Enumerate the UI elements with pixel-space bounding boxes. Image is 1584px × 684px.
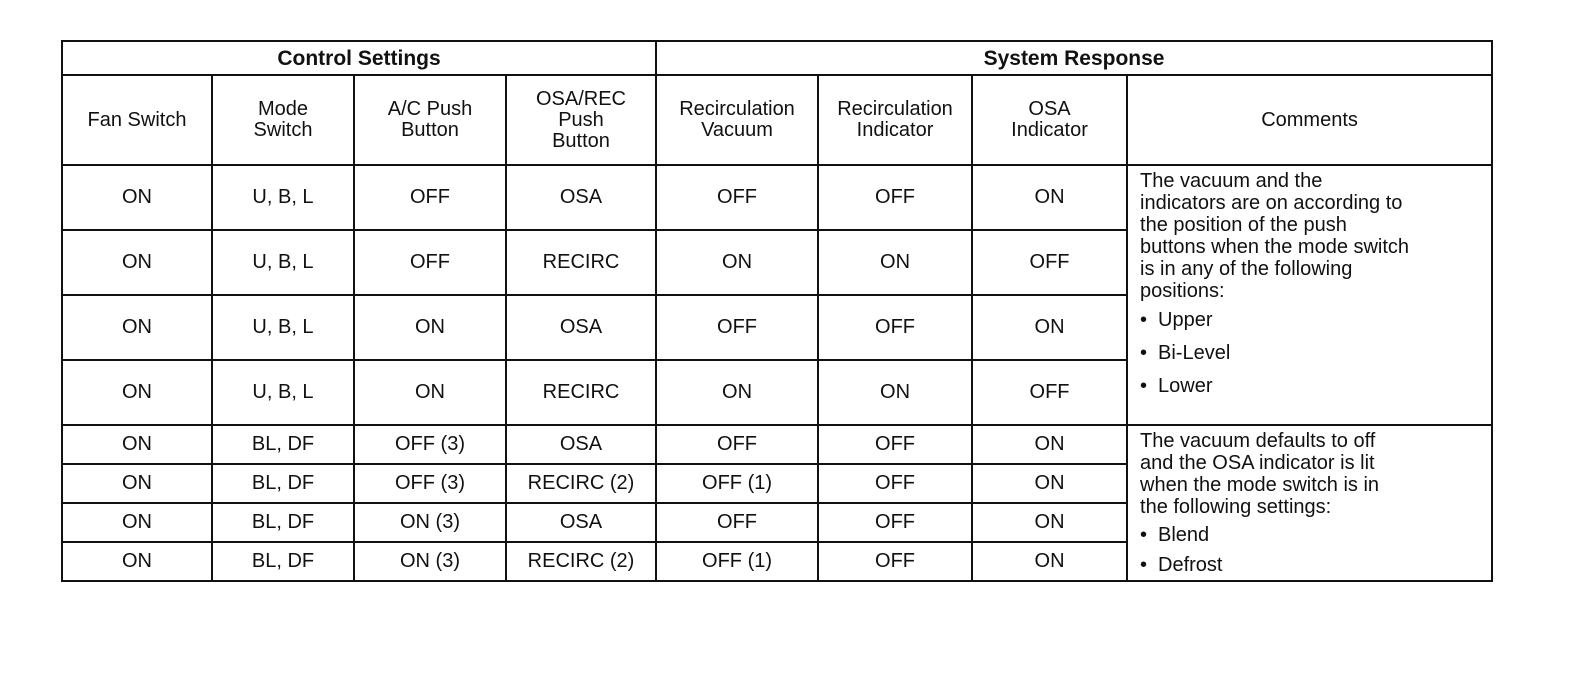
comments-header: Comments (1127, 75, 1492, 165)
osa-indicator-cell: ON (972, 542, 1127, 581)
osa-indicator-cell: ON (972, 295, 1127, 360)
recirculation-vacuum-cell: ON (656, 230, 818, 295)
recirculation-vacuum-cell: OFF (1) (656, 464, 818, 503)
list-item: • Bi-Level (1140, 337, 1485, 370)
mode-switch-cell: BL, DF (212, 464, 354, 503)
fan-switch-cell: ON (62, 425, 212, 464)
recirculation-indicator-cell: ON (818, 230, 972, 295)
mode-switch-header: Mode Switch (212, 75, 354, 165)
comment-bullet-list (1140, 304, 1485, 403)
recirculation-vacuum-cell: OFF (1) (656, 542, 818, 581)
fan-switch-cell: ON (62, 230, 212, 295)
osa-rec-cell: OSA (506, 503, 656, 542)
recirculation-vacuum-header: Recirculation Vacuum (656, 75, 818, 165)
ac-push-button-cell: ON (3) (354, 542, 506, 581)
mode-switch-cell: U, B, L (212, 230, 354, 295)
table-row (62, 165, 1492, 230)
comment-bullet-list (1140, 520, 1485, 580)
ac-push-button-cell: ON (354, 360, 506, 425)
osa-indicator-cell: OFF (972, 230, 1127, 295)
recirculation-vacuum-cell: OFF (656, 295, 818, 360)
recirculation-indicator-cell: OFF (818, 425, 972, 464)
list-item: • Blend (1140, 520, 1485, 550)
osa-indicator-cell: OFF (972, 360, 1127, 425)
osa-indicator-header: OSA Indicator (972, 75, 1127, 165)
comment-cell-first: The vacuum and the indicators are on according to the position of the push buttons when the mode switch is in any of the following positions: • Upper • Bi-Level • Lower (1127, 165, 1492, 425)
osa-indicator-cell: ON (972, 425, 1127, 464)
mode-switch-cell: U, B, L (212, 295, 354, 360)
osa-rec-push-button-header: OSA/REC Push Button (506, 75, 656, 165)
osa-rec-cell: OSA (506, 295, 656, 360)
osa-rec-cell: OSA (506, 165, 656, 230)
fan-switch-cell: ON (62, 503, 212, 542)
recirculation-vacuum-cell: OFF (656, 503, 818, 542)
table-row (62, 425, 1492, 464)
ac-push-button-cell: OFF (354, 230, 506, 295)
recirculation-vacuum-cell: OFF (656, 425, 818, 464)
column-header-row (62, 75, 1492, 165)
osa-rec-cell: RECIRC (2) (506, 464, 656, 503)
list-item: • Lower (1140, 370, 1485, 403)
ac-push-button-cell: OFF (3) (354, 464, 506, 503)
recirculation-indicator-cell: OFF (818, 464, 972, 503)
fan-switch-cell: ON (62, 295, 212, 360)
recirculation-indicator-cell: OFF (818, 503, 972, 542)
recirculation-indicator-cell: OFF (818, 295, 972, 360)
osa-rec-cell: OSA (506, 425, 656, 464)
mode-switch-cell: U, B, L (212, 360, 354, 425)
list-item: • Upper (1140, 304, 1485, 337)
ac-push-button-cell: ON (3) (354, 503, 506, 542)
fan-switch-cell: ON (62, 360, 212, 425)
osa-rec-cell: RECIRC (506, 360, 656, 425)
mode-switch-cell: BL, DF (212, 425, 354, 464)
control-settings-header: Control Settings (62, 41, 656, 75)
group-header-row (62, 41, 1492, 75)
mode-switch-cell: BL, DF (212, 542, 354, 581)
system-response-header: System Response (656, 41, 1492, 75)
fan-switch-header: Fan Switch (62, 75, 212, 165)
ac-push-button-cell: OFF (354, 165, 506, 230)
hvac-settings-table (61, 40, 1493, 582)
mode-switch-cell: BL, DF (212, 503, 354, 542)
recirculation-vacuum-cell: ON (656, 360, 818, 425)
list-item: • Defrost (1140, 550, 1485, 580)
osa-indicator-cell: ON (972, 165, 1127, 230)
fan-switch-cell: ON (62, 542, 212, 581)
recirculation-indicator-header: Recirculation Indicator (818, 75, 972, 165)
recirculation-indicator-cell: OFF (818, 165, 972, 230)
ac-push-button-cell: ON (354, 295, 506, 360)
osa-indicator-cell: ON (972, 503, 1127, 542)
ac-push-button-cell: OFF (3) (354, 425, 506, 464)
fan-switch-cell: ON (62, 165, 212, 230)
recirculation-vacuum-cell: OFF (656, 165, 818, 230)
mode-switch-cell: U, B, L (212, 165, 354, 230)
osa-indicator-cell: ON (972, 464, 1127, 503)
recirculation-indicator-cell: OFF (818, 542, 972, 581)
fan-switch-cell: ON (62, 464, 212, 503)
osa-rec-cell: RECIRC (2) (506, 542, 656, 581)
osa-rec-cell: RECIRC (506, 230, 656, 295)
recirculation-indicator-cell: ON (818, 360, 972, 425)
ac-push-button-header: A/C Push Button (354, 75, 506, 165)
comment-cell-second: The vacuum defaults to off and the OSA indicator is lit when the mode switch is in the following settings: • Blend • Defrost (1127, 425, 1492, 581)
